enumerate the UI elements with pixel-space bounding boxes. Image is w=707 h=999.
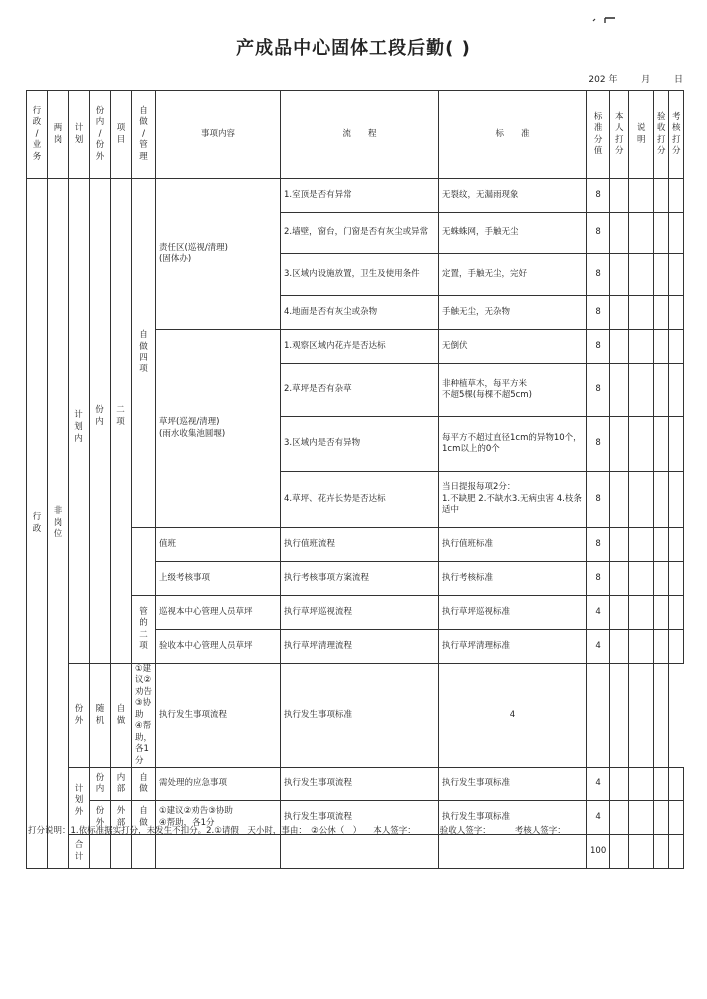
score-cell: 8 <box>587 472 610 528</box>
process-cell: 4.草坪、花卉长势是否达标 <box>281 472 439 528</box>
total-score: 100 <box>587 835 610 869</box>
items-two-label: 二 项 <box>116 405 125 427</box>
process-cell: 3.区域内是否有异物 <box>281 417 439 472</box>
self-score-input[interactable] <box>610 768 629 801</box>
self-score-input[interactable] <box>610 835 629 869</box>
self-score-input[interactable] <box>610 254 629 296</box>
process-cell: 执行草坪巡视流程 <box>281 596 439 630</box>
assess-score-input[interactable] <box>669 330 684 364</box>
mode-cell: 自 做 <box>132 801 156 835</box>
check-score-input[interactable] <box>654 330 669 364</box>
process-cell: 执行发生事项流程 <box>281 801 439 835</box>
col-header-plan: 计 划 <box>69 91 90 179</box>
self-score-input[interactable] <box>610 417 629 472</box>
total-label: 合 计 <box>69 835 90 869</box>
standard-cell: 每平方不超过直径1cm的异物10个，1cm以上的0个 <box>439 417 587 472</box>
assess-score-input[interactable] <box>669 254 684 296</box>
item-cell: 需处理的应急事项 <box>156 768 281 801</box>
self-score-input[interactable] <box>610 472 629 528</box>
col-header-self-score: 本 人 打 分 <box>610 91 629 179</box>
assess-score-input[interactable] <box>669 364 684 417</box>
standard-cell: 无蛛蛛网，手触无尘 <box>439 213 587 254</box>
col-header-check-score: 验 收 打 分 <box>654 91 669 179</box>
item-cell: 上级考核事项 <box>156 562 281 596</box>
assess-sign-label: 考核人签字： <box>514 826 566 836</box>
score-cell: 4 <box>439 664 587 768</box>
mode-cell: 自 做 <box>132 768 156 801</box>
process-cell: 执行值班流程 <box>281 528 439 562</box>
assess-score-input[interactable] <box>669 562 684 596</box>
score-cell: 8 <box>587 296 610 330</box>
process-cell: 2.草坪是否有杂草 <box>281 364 439 417</box>
check-score-input[interactable] <box>654 528 669 562</box>
plan-in-label: 计 划 内 <box>74 410 83 444</box>
score-cell: 8 <box>587 562 610 596</box>
scope-cell: 份 外 <box>90 801 111 835</box>
note-input[interactable] <box>629 330 654 364</box>
check-score-input[interactable] <box>629 664 654 768</box>
col-header-assess-score: 考 核 打 分 <box>669 91 684 179</box>
score-cell: 4 <box>587 596 610 630</box>
note-input[interactable] <box>629 472 654 528</box>
check-score-input[interactable] <box>654 179 669 213</box>
assess-score-input[interactable] <box>669 768 684 801</box>
item-cell: 值班 <box>156 528 281 562</box>
note-input[interactable] <box>629 562 654 596</box>
date-day: 日 <box>673 75 683 85</box>
self-score-input[interactable] <box>610 330 629 364</box>
item-cell: ①建议②劝告③协助 ④帮助，各1分 <box>132 664 156 768</box>
scope-in-label: 份 内 <box>95 405 104 427</box>
scope-cell: 份 内 <box>90 768 111 801</box>
self-score-input[interactable] <box>587 664 610 768</box>
standard-cell: 执行发生事项标准 <box>439 801 587 835</box>
self-score-input[interactable] <box>610 364 629 417</box>
standard-cell: 执行草坪清理标准 <box>439 630 587 664</box>
table-row <box>27 664 684 768</box>
process-cell: 3.区域内设施放置，卫生及使用条件 <box>281 254 439 296</box>
mode-spacer <box>132 528 156 596</box>
self-score-input[interactable] <box>610 596 629 630</box>
item-cell: 巡视本中心管理人员草坪 <box>156 596 281 630</box>
assess-score-input[interactable] <box>669 213 684 254</box>
assess-score-input[interactable] <box>669 835 684 869</box>
project-cell: 内 部 <box>111 768 132 801</box>
self-sign-label: 本人签字： <box>373 826 416 836</box>
scope-cell: 份 外 <box>69 664 90 768</box>
check-score-input[interactable] <box>654 254 669 296</box>
note-input[interactable] <box>629 364 654 417</box>
score-cell: 8 <box>587 528 610 562</box>
score-cell: 8 <box>587 179 610 213</box>
standard-cell: 无裂纹，无漏雨现象 <box>439 179 587 213</box>
project-cell: 随 机 <box>90 664 111 768</box>
mode-cell: 自 做 <box>111 664 132 768</box>
col-header-scope: 份 内 / 份 外 <box>90 91 111 179</box>
check-score-input[interactable] <box>654 213 669 254</box>
note-input[interactable] <box>629 768 654 801</box>
process-cell: 执行发生事项流程 <box>281 768 439 801</box>
note-input[interactable] <box>629 596 654 630</box>
manage-two-cell: 管 的 二 项 <box>132 596 156 664</box>
footer-note <box>28 824 566 836</box>
self-score-input[interactable] <box>610 296 629 330</box>
note-input[interactable] <box>629 296 654 330</box>
note-input[interactable] <box>629 179 654 213</box>
check-score-input[interactable] <box>654 562 669 596</box>
standard-cell: 手触无尘，无杂物 <box>439 296 587 330</box>
note-input[interactable] <box>629 835 654 869</box>
assess-score-input[interactable] <box>654 664 669 768</box>
standard-cell: 非种植草木，每平方米 不超5棵(每棵不超5cm) <box>439 364 587 417</box>
standard-cell: 无倒伏 <box>439 330 587 364</box>
assess-score-input[interactable] <box>669 596 684 630</box>
check-score-input[interactable] <box>654 472 669 528</box>
check-score-input[interactable] <box>654 364 669 417</box>
col-header-score: 标 准 分 值 <box>587 91 610 179</box>
col-header-standard: 标 准 <box>439 91 587 179</box>
check-score-input[interactable] <box>654 596 669 630</box>
process-cell: 执行考核事项方案流程 <box>281 562 439 596</box>
note-input[interactable] <box>629 630 654 664</box>
check-score-input[interactable] <box>654 417 669 472</box>
process-cell: 4.地面是否有灰尘或杂物 <box>281 296 439 330</box>
check-score-input[interactable] <box>654 835 669 869</box>
process-cell: 执行草坪清理流程 <box>281 630 439 664</box>
standard-cell: 执行考核标准 <box>439 562 587 596</box>
date-month: 月 <box>641 75 651 85</box>
group-responsibility: 责任区(巡视/清理) (固体办) <box>156 179 281 330</box>
standard-cell: 执行发生事项标准 <box>439 768 587 801</box>
col-header-project: 项 目 <box>111 91 132 179</box>
col-header-note: 说 明 <box>629 91 654 179</box>
assess-score-input[interactable] <box>669 179 684 213</box>
standard-cell: 定置，手触无尘，完好 <box>439 254 587 296</box>
note-input[interactable] <box>610 664 629 768</box>
scoring-note: 打分说明：1.依标准据实打分，未发生不扣分。2.①请假 天小时，事由： ②公休（ ） <box>28 826 362 836</box>
note-input[interactable] <box>629 801 654 835</box>
assess-score-input[interactable] <box>669 801 684 835</box>
post-cell: 非 岗 位 <box>48 179 69 869</box>
score-cell: 8 <box>587 254 610 296</box>
note-input[interactable] <box>629 417 654 472</box>
process-cell: 2.墙壁，窗台，门窗是否有灰尘或异常 <box>281 213 439 254</box>
date-line <box>584 72 683 85</box>
score-cell: 8 <box>587 213 610 254</box>
date-year: 202 年 <box>588 75 618 85</box>
project-cell: 外 部 <box>111 801 132 835</box>
assess-score-input[interactable] <box>669 472 684 528</box>
score-cell: 4 <box>587 630 610 664</box>
table-header-row <box>27 91 684 179</box>
check-score-input[interactable] <box>654 296 669 330</box>
assess-score-input[interactable] <box>669 630 684 664</box>
self-score-input[interactable] <box>610 562 629 596</box>
total-row <box>27 835 684 869</box>
assess-score-input[interactable] <box>669 417 684 472</box>
self-four-cell: 自 做 四 项 <box>132 179 156 528</box>
process-cell: 1.室顶是否有异常 <box>281 179 439 213</box>
table-row <box>27 179 684 213</box>
col-header-post: 两 岗 <box>48 91 69 179</box>
plan-out-cell: 计 划 外 <box>69 768 90 835</box>
category-cell: 行 政 <box>27 179 48 869</box>
attendance-table <box>26 90 684 869</box>
self-score-input[interactable] <box>610 801 629 835</box>
standard-cell: 执行草坪巡视标准 <box>439 596 587 630</box>
score-cell: 4 <box>587 768 610 801</box>
group-lawn: 草坪(巡视/清理) (雨水收集池圆堰) <box>156 330 281 528</box>
standard-cell: 执行值班标准 <box>439 528 587 562</box>
self-score-input[interactable] <box>610 528 629 562</box>
self-score-input[interactable] <box>610 179 629 213</box>
item-cell: ①建议②劝告③协助 ④帮助，各1分 <box>156 801 281 835</box>
score-cell: 8 <box>587 330 610 364</box>
col-header-mode: 自 做 / 管 理 <box>132 91 156 179</box>
check-score-input[interactable] <box>654 801 669 835</box>
note-input[interactable] <box>629 528 654 562</box>
note-input[interactable] <box>629 213 654 254</box>
page-title: 产成品中心固体工段后勤( ) <box>236 38 471 59</box>
self-score-input[interactable] <box>610 213 629 254</box>
note-input[interactable] <box>629 254 654 296</box>
col-header-category: 行 政 / 业 务 <box>27 91 48 179</box>
col-header-process: 流 程 <box>281 91 439 179</box>
assess-score-input[interactable] <box>669 528 684 562</box>
score-cell: 8 <box>587 417 610 472</box>
col-header-item: 事项内容 <box>156 91 281 179</box>
score-cell: 8 <box>587 364 610 417</box>
assess-score-input[interactable] <box>669 296 684 330</box>
table-row <box>27 768 684 801</box>
standard-cell: 当日提报每项2分： 1.不缺肥 2.不缺水3.无病虫害 4.枝条适中 <box>439 472 587 528</box>
corner-mark <box>591 14 617 24</box>
score-cell: 4 <box>587 801 610 835</box>
process-cell: 1.观察区域内花卉是否达标 <box>281 330 439 364</box>
process-cell: 执行发生事项流程 <box>156 664 281 768</box>
check-score-input[interactable] <box>654 768 669 801</box>
self-score-input[interactable] <box>610 630 629 664</box>
standard-cell: 执行发生事项标准 <box>281 664 439 768</box>
item-cell: 验收本中心管理人员草坪 <box>156 630 281 664</box>
check-score-input[interactable] <box>654 630 669 664</box>
check-sign-label: 验收人签字： <box>439 826 491 836</box>
